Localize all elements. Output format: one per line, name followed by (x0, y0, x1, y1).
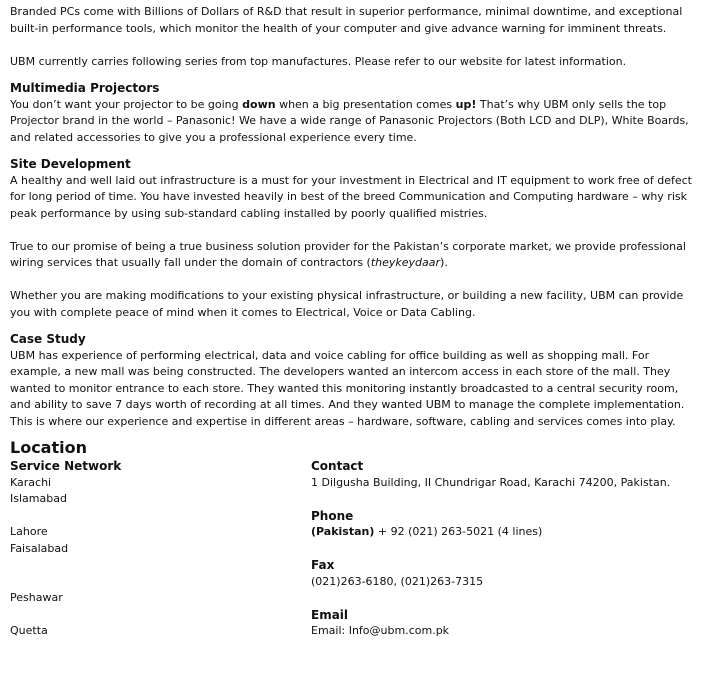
phone-text: (Pakistan) + 92 (021) 263-5021 (4 lines) (311, 525, 543, 538)
city-quetta: Quetta (10, 624, 48, 637)
case-study-paragraph: UBM has experience of performing electrical, data and voice cabling for office building as well as shopping mall. For example, a new mall was being constructed. The developers wanted an intercom access in each store of the mall. They wanted to monitor entrance to each store. They wanted this monitoring instantly broadcasted to a central security room, and ability to save 7 days worth of recording at all times. And they wanted UBM to manage the complete implementation. This is where our experience and expertise in different areas – hardware, software, cabling and services comes into play. (10, 348, 685, 428)
email-heading: Email (311, 607, 349, 622)
projectors-paragraph: You don’t want your projector to be going down when a big presentation comes up! That’s why UBM only sells the top Projector brand in the world – Panasonic! We have a wide range of Panasonic Projectors (Both LCD and DLP), White Boards, and related accessories to give you a professional experience every time. (10, 97, 689, 144)
service-network-heading: Service Network (10, 459, 122, 473)
contact-heading: Contact (311, 459, 364, 473)
location-title: Location (10, 438, 87, 457)
city-lahore: Lahore (10, 525, 48, 538)
city-islamabad: Islamabad (10, 492, 67, 505)
site-paragraph-2: True to our promise of being a true business solution provider for the Pakistan’s corporate market, we provide professional wiring services that usually fall under the domain of contractors (theykeydaar). (10, 239, 686, 269)
site-development-heading: Site Development (10, 157, 131, 171)
city-faisalabad: Faisalabad (10, 541, 69, 555)
intro-paragraph-1: Branded PCs come with Billions of Dollars of R&D that result in superior performance, minimal downtime, and exceptional built-in performance tools, which monitor the health of your computer and give advance warning for imminent threats. (10, 5, 683, 35)
projectors-heading: Multimedia Projectors (10, 81, 160, 95)
contact-column (311, 458, 694, 640)
location-columns (10, 458, 694, 658)
document-page (10, 4, 694, 658)
city-karachi: Karachi (10, 475, 52, 489)
fax-text: (021)263-6180, (021)263-7315 (311, 574, 484, 588)
service-network-column (10, 458, 290, 640)
intro-paragraph-2: UBM currently carries following series from top manufactures. Please refer to our website for latest information. (10, 54, 627, 68)
case-study-heading: Case Study (10, 332, 86, 346)
city-peshawar: Peshawar (10, 591, 63, 604)
phone-heading: Phone (311, 508, 354, 523)
site-paragraph-3: Whether you are making modifications to your existing physical infrastructure, or building a new facility, UBM can provide you with complete peace of mind when it comes to Electrical, Voice or Data Cabling. (10, 289, 684, 319)
email-text: Email: Info@ubm.com.pk (311, 624, 450, 637)
site-paragraph-1: A healthy and well laid out infrastructure is a must for your investment in Electrical and IT equipment to work free of defect for long period of time. You have invested heavily in best of the breed Communication and Computing hardware – why risk peak performance by using sub-standard cabling installed by poorly qualified mistries. (10, 173, 692, 220)
address-text: 1 Dilgusha Building, II Chundrigar Road, Karachi 74200, Pakistan. (311, 475, 671, 489)
fax-heading: Fax (311, 558, 335, 572)
